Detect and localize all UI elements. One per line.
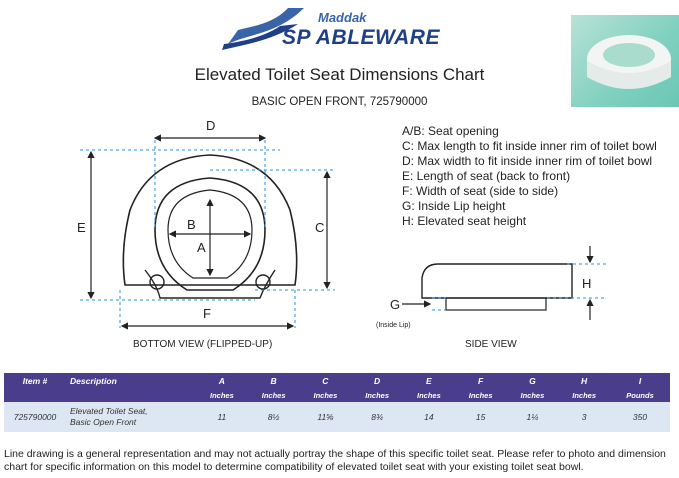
dimension-legend: [402, 124, 657, 229]
unit-cell: Inches: [248, 389, 300, 402]
bottom-view-caption: BOTTOM VIEW (FLIPPED-UP): [133, 339, 273, 350]
value-f: 15: [455, 402, 507, 432]
label-d: D: [206, 118, 216, 133]
value-d: 8¾: [351, 402, 403, 432]
table-row: [4, 402, 670, 432]
value-i: 350: [610, 402, 670, 432]
legend-item: C: Max length to fit inside inner rim of toilet bowl: [402, 139, 657, 153]
unit-cell: Inches: [300, 389, 352, 402]
table-header: D: [351, 373, 403, 389]
unit-cell: [66, 389, 196, 402]
unit-cell: Inches: [558, 389, 610, 402]
value-c: 11⅝: [300, 402, 352, 432]
side-view-caption: SIDE VIEW: [465, 339, 517, 350]
unit-cell: Inches: [507, 389, 559, 402]
table-header: G: [507, 373, 559, 389]
table-header: Item #: [4, 373, 66, 389]
unit-cell: Inches: [196, 389, 248, 402]
dimensions-table: [4, 373, 670, 432]
desc-line: Elevated Toilet Seat,: [70, 406, 148, 416]
page-title: Elevated Toilet Seat Dimensions Chart: [194, 65, 485, 84]
legend-item: D: Max width to fit inside inner rim of toilet bowl: [402, 154, 653, 168]
value-h: 3: [558, 402, 610, 432]
legend-item: H: Elevated seat height: [402, 214, 527, 228]
legend-item: F: Width of seat (side to side): [402, 184, 559, 198]
value-b: 8½: [248, 402, 300, 432]
table-header: H: [558, 373, 610, 389]
side-view-diagram: [372, 238, 612, 338]
label-f: F: [203, 306, 211, 321]
table-header: F: [455, 373, 507, 389]
product-photo: [571, 15, 679, 107]
table-header: I: [610, 373, 670, 389]
legend-item: G: Inside Lip height: [402, 199, 506, 213]
table-header-row: [4, 373, 670, 389]
value-e: 14: [403, 402, 455, 432]
label-e: E: [77, 220, 86, 235]
label-c: C: [315, 220, 325, 235]
item-description: [66, 402, 196, 432]
value-a: 11: [196, 402, 248, 432]
table-header: C: [300, 373, 352, 389]
bottom-view-diagram: [75, 110, 325, 350]
unit-cell: Pounds: [610, 389, 670, 402]
page-subtitle: BASIC OPEN FRONT, 725790000: [251, 96, 428, 108]
unit-cell: Inches: [455, 389, 507, 402]
table-units-row: [4, 389, 670, 402]
brand-logo: [218, 4, 478, 54]
legend-item: E: Length of seat (back to front): [402, 169, 571, 183]
table-header: B: [248, 373, 300, 389]
disclaimer-note: Line drawing is a general representation and may not actually portray the shape of this specific toilet seat. Please refer to photo and dimension chart for specific information on this model to determine compatibility of elevated toilet seat with your existing toilet seat bowl.: [4, 448, 666, 473]
value-g: 1¼: [507, 402, 559, 432]
brand-name: SP ABLEWARE: [282, 26, 440, 49]
desc-line: Basic Open Front: [70, 417, 137, 427]
table-header: Description: [66, 373, 196, 389]
unit-cell: [4, 389, 66, 402]
inside-lip-label: (Inside Lip): [376, 322, 411, 329]
label-b: B: [187, 217, 196, 232]
label-a: A: [197, 240, 206, 255]
label-g: G: [390, 297, 401, 312]
table-header: E: [403, 373, 455, 389]
unit-cell: Inches: [403, 389, 455, 402]
unit-cell: Inches: [351, 389, 403, 402]
item-number: 725790000: [4, 402, 66, 432]
label-h: H: [582, 276, 592, 291]
legend-item: A/B: Seat opening: [402, 124, 499, 138]
table-header: A: [196, 373, 248, 389]
brand-tagline: Maddak: [318, 10, 367, 25]
